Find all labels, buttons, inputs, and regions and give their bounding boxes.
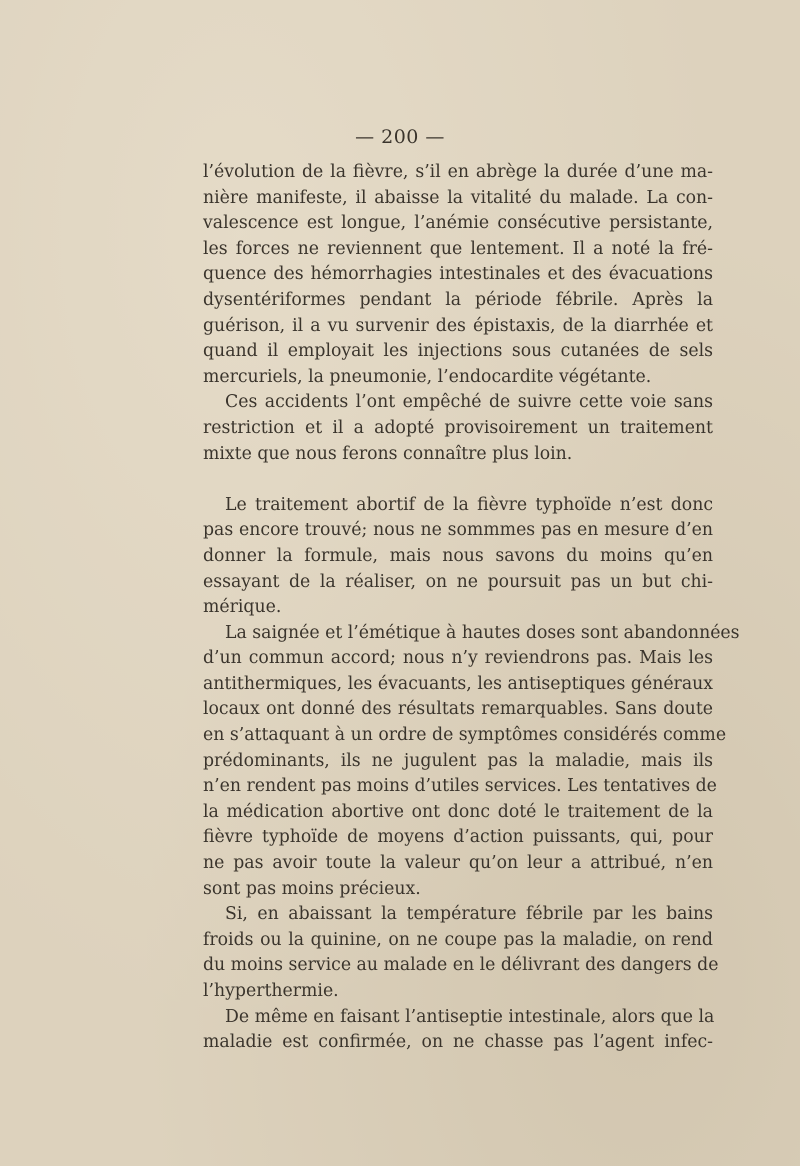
text-line: l’hyperthermie. xyxy=(203,981,339,1001)
page-number: — 200 — xyxy=(355,126,445,148)
text-line: mercuriels, la pneumonie, l’endocardite végétante. xyxy=(203,366,652,387)
text-line: dysentériformes pendant la période fébrile. Après la xyxy=(203,289,713,310)
text-line: restriction et il a adopté provisoirement un traitement xyxy=(203,417,713,438)
text-line: mixte que nous ferons connaître plus loin. xyxy=(203,443,573,464)
text-line: la médication abortive ont donc doté le traitement de la xyxy=(203,801,713,822)
paragraph xyxy=(203,160,713,390)
text-line: locaux ont donné des résultats remarquables. Sans doute xyxy=(203,699,713,720)
text-line: ne pas avoir toute la valeur qu’on leur a attribué, n’en xyxy=(203,853,713,874)
text-line: donner la formule, mais nous savons du moins qu’en xyxy=(203,545,713,566)
text-line: De même en faisant l’antiseptie intestinale, alors que la xyxy=(225,1006,715,1027)
paragraph xyxy=(203,621,740,903)
paragraph xyxy=(203,1005,713,1056)
text-line: nière manifeste, il abaisse la vitalité du malade. La con- xyxy=(203,187,713,208)
paragraph xyxy=(203,493,713,621)
text-line: sont pas moins précieux. xyxy=(203,878,421,899)
text-line: pas encore trouvé; nous ne sommmes pas en mesure d’en xyxy=(203,520,713,541)
text-line: La saignée et l’émétique à hautes doses sont abandonnées xyxy=(225,622,740,643)
text-line: en s’attaquant à un ordre de symptômes considérés comme xyxy=(203,725,727,746)
text-line: prédominants, ils ne jugulent pas la maladie, mais ils xyxy=(203,750,713,771)
text-line: les forces ne reviennent que lentement. Il a noté la fré- xyxy=(203,238,713,259)
text-line: quand il employait les injections sous cutanées de sels xyxy=(203,341,713,362)
text-line: d’un commun accord; nous n’y reviendrons pas. Mais les xyxy=(203,648,713,669)
text-line: quence des hémorrhagies intestinales et des évacuations xyxy=(203,264,713,285)
text-line: maladie est confirmée, on ne chasse pas l’agent infec- xyxy=(203,1032,713,1053)
text-line: Si, en abaissant la température fébrile par les bains xyxy=(225,904,713,925)
text-line: essayant de la réaliser, on ne poursuit pas un but chi- xyxy=(203,571,713,592)
text-line: froids ou la quinine, on ne coupe pas la maladie, on rend xyxy=(203,929,713,950)
text-line: mérique. xyxy=(203,597,282,618)
text-line: Ces accidents l’ont empêché de suivre cette voie sans xyxy=(225,392,713,413)
text-line: guérison, il a vu survenir des épistaxis, de la diarrhée et xyxy=(203,315,713,336)
body-text xyxy=(203,160,740,1056)
text-line: antithermiques, les évacuants, les antiseptiques généraux xyxy=(203,673,713,694)
paragraph xyxy=(203,390,713,467)
text-line: Le traitement abortif de la fièvre typhoïde n’est donc xyxy=(225,494,713,515)
text-line: fièvre typhoïde de moyens d’action puissants, qui, pour xyxy=(203,827,713,848)
text-line: n’en rendent pas moins d’utiles services. Les tentatives de xyxy=(203,776,717,797)
text-line: valescence est longue, l’anémie consécutive persistante, xyxy=(203,213,713,234)
text-line: du moins service au malade en le délivrant des dangers de xyxy=(203,955,719,976)
paragraph xyxy=(203,902,719,1004)
text-line: l’évolution de la fièvre, s’il en abrège la durée d’une ma- xyxy=(203,162,713,182)
